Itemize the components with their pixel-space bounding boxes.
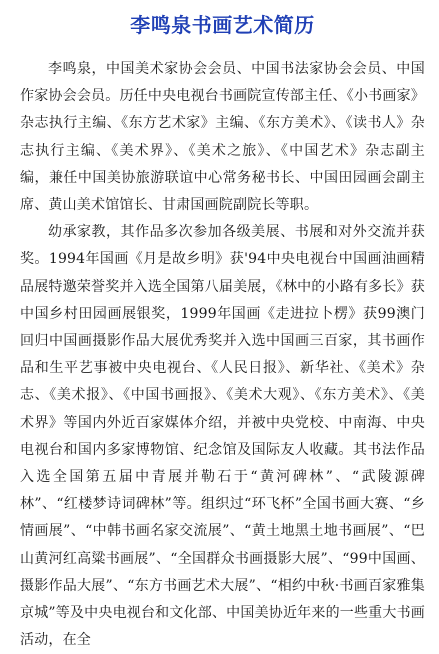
paragraph-introduction: 李鸣泉，中国美术家协会会员、中国书法家协会会员、中国作家协会会员。历任中央电视台书画院宣传部主任、《小书画家》杂志执行主编、《东方艺术家》主编、《东方美术》、《读书人》杂志执行主编、《美术界》、《美术之旅》、《中国艺术》杂志副主编，兼任中国美协旅游联谊中心常务秘书长、中国田园画会副主席、黄山美术馆馆长、甘肃国画院副院长等职。 <box>20 61 425 214</box>
document-title: 李鸣泉书画艺术简历 <box>130 13 315 37</box>
paragraph-achievements: 幼承家教，其作品多次参加各级美展、书展和对外交流并获奖。1994年国画《月是故乡明》获'94中央电视台中国画油画精品展特邀荣誉奖并入选全国第八届美展，《林中的小路有多长》获中国乡村田园画展银奖，1999年国画《走进拉卜楞》获99澳门回归中国画摄影作品大展优秀奖并入选中国画三百家，其书画作品和生平艺事被中央电视台、《人民日报》、新华社、《美术》杂志、《美术报》、《中国书画报》、《美术大观》、《东方美术》、《美术界》等国内外近百家媒体介绍，并被中央党校、中南海、中央电视台和国内多家博物馆、纪念馆及国际友人收藏。其书法作品入选全国第五届中青展并勒石于“黄河碑林”、“武陵源碑林”、“红楼梦诗词碑林”等。组织过“环飞杯”全国书画大赛、“乡情画展”、“中韩书画名家交流展”、“黄土地黑土地书画展”、“巴山黄河红高粱书画展”、“全国群众书画摄影大展”、“99中国画、摄影作品大展”、“东方书画艺术大展”、“相约中秋·书画百家雅集京城”等及中央电视台和文化部、中国美协近年来的一些重大书画活动，在全 <box>20 224 425 649</box>
